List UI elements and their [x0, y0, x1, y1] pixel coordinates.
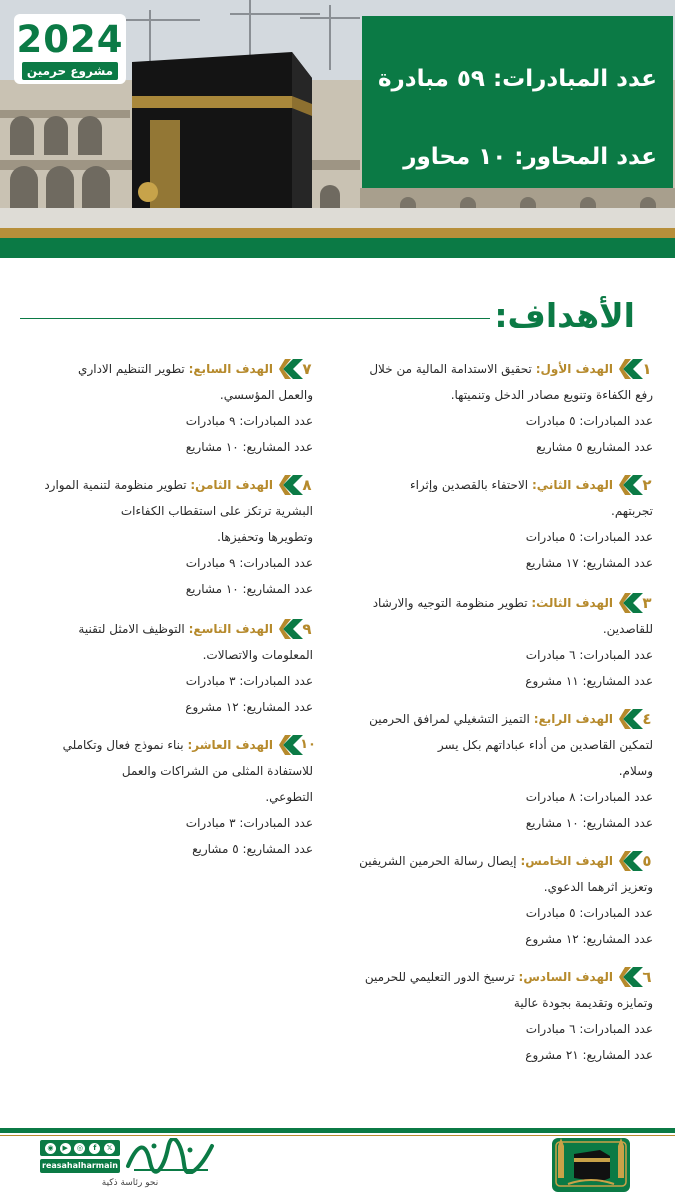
goal-text-cont: وتعزيز اثرهما الدعوي.	[543, 880, 653, 894]
goal-initiatives: عدد المبادرات: ٦ مبادرات	[525, 648, 653, 662]
goal-projects: عدد المشاريع: ١١ مشروع	[525, 674, 653, 688]
goal-4	[337, 706, 653, 836]
chevron-marker-icon	[619, 849, 653, 873]
chevron-marker-icon	[619, 707, 653, 731]
goal-number: ٢	[642, 476, 652, 494]
goal-projects: عدد المشاريع: ١٠ مشاريع	[185, 440, 313, 454]
goal-initiatives: عدد المبادرات: ٣ مبادرات	[185, 816, 313, 830]
goal-6	[337, 964, 653, 1068]
goal-name: الهدف التاسع:	[188, 622, 273, 636]
goal-initiatives: عدد المبادرات: ٨ مبادرات	[525, 790, 653, 804]
goal-1	[337, 356, 653, 460]
youtube-icon[interactable]: ▶	[60, 1143, 71, 1154]
goal-name: الهدف السابع:	[188, 362, 273, 376]
goal-initiatives: عدد المبادرات: ٥ مبادرات	[525, 906, 653, 920]
goal-text: التميز التشغيلي لمرافق الحرمين	[369, 712, 534, 726]
chevron-marker-icon	[619, 591, 653, 615]
goal-name: الهدف الثامن:	[190, 478, 273, 492]
goal-text-cont: المعلومات والاتصالات.	[202, 648, 313, 662]
goal-text: الاحتفاء بالقصدين وإثراء	[409, 478, 532, 492]
goal-text-cont: للاستفادة المثلى من الشراكات والعمل	[121, 764, 313, 778]
goal-projects: عدد المشاريع: ٥ مشاريع	[192, 842, 313, 856]
goal-initiatives: عدد المبادرات: ٩ مبادرات	[185, 414, 313, 428]
green-strip	[0, 238, 675, 258]
chevron-marker-icon	[619, 473, 653, 497]
goal-name: الهدف الثاني:	[531, 478, 613, 492]
goal-number: ٦	[642, 968, 652, 986]
goal-initiatives: عدد المبادرات: ٥ مبادرات	[525, 530, 653, 544]
goal-name: الهدف السادس:	[518, 970, 613, 984]
goal-number: ٤	[642, 710, 652, 728]
goal-text-cont: التطوعي.	[265, 790, 313, 804]
goal-text-cont: تجربتهم.	[611, 504, 653, 518]
goal-initiatives: عدد المبادرات: ٣ مبادرات	[185, 674, 313, 688]
goal-text: بناء نموذج فعال وتكاملي	[62, 738, 188, 752]
stats-panel	[362, 16, 673, 188]
goal-name: الهدف العاشر:	[187, 738, 273, 752]
goal-5	[337, 848, 653, 952]
goal-text: تطوير منظومة التوجيه والارشاد	[372, 596, 532, 610]
goal-9	[17, 616, 313, 720]
goal-projects: عدد المشاريع: ١٠ مشاريع	[525, 816, 653, 830]
goal-text-cont: البشرية ترتكز على استقطاب الكفاءات	[120, 504, 313, 518]
goal-projects: عدد المشاريع: ١٢ مشروع	[185, 700, 313, 714]
goal-initiatives: عدد المبادرات: ٦ مبادرات	[525, 1022, 653, 1036]
social-icons	[40, 1140, 120, 1156]
goal-8	[17, 472, 313, 602]
goal-initiatives: عدد المبادرات: ٥ مبادرات	[525, 414, 653, 428]
chevron-marker-icon	[619, 357, 653, 381]
goal-number: ١٠	[300, 737, 316, 752]
goal-name: الهدف الرابع:	[533, 712, 613, 726]
goal-text-cont: والعمل المؤسسي.	[219, 388, 313, 402]
goal-7	[17, 356, 313, 460]
chevron-marker-icon	[279, 617, 313, 641]
project-logo	[14, 14, 126, 84]
goal-number: ٨	[302, 476, 312, 494]
goal-10	[17, 732, 316, 862]
goal-text-cont: وسلام.	[618, 764, 653, 778]
goal-3	[337, 590, 653, 694]
goal-number: ٩	[302, 620, 312, 638]
goal-projects: عدد المشاريع: ١٧ مشاريع	[525, 556, 653, 570]
goal-number: ١	[642, 360, 652, 378]
logo-year: 2024	[16, 18, 124, 61]
goal-name: الهدف الأول:	[535, 362, 613, 376]
goal-text-cont: وتمايزه وتقديمة بجودة عالية	[513, 996, 653, 1010]
goal-projects: عدد المشاريع: ١٢ مشروع	[525, 932, 653, 946]
goal-number: ٣	[642, 594, 652, 612]
goal-number: ٧	[302, 360, 312, 378]
goal-name: الهدف الثالث:	[531, 596, 613, 610]
footer-tagline: نحو رئاسة ذكية	[101, 1178, 159, 1188]
goal-text-cont: وتطويرها وتحفيزها.	[217, 530, 313, 544]
gold-strip	[0, 228, 675, 238]
goal-projects: عدد المشاريع: ٢١ مشروع	[525, 1048, 653, 1062]
presidency-emblem	[548, 1132, 634, 1196]
goal-name: الهدف الخامس:	[520, 854, 613, 868]
instagram-icon[interactable]: ◎	[74, 1143, 85, 1154]
goal-initiatives: عدد المبادرات: ٩ مبادرات	[185, 556, 313, 570]
goal-text: التوظيف الامثل لتقنية	[78, 622, 189, 636]
snapchat-icon[interactable]: ◉	[45, 1143, 56, 1154]
chevron-marker-icon	[279, 357, 313, 381]
presidency-brand	[40, 1140, 216, 1190]
initiatives-total: عدد المبادرات: ٥٩ مبادرة	[377, 66, 657, 92]
goal-text: ترسيخ الدور التعليمي للحرمين	[364, 970, 519, 984]
goal-text: تطوير منظومة لتنمية الموارد	[44, 478, 191, 492]
goals-heading: الأهداف:	[494, 296, 635, 335]
goal-projects: عدد المشاريع: ١٠ مشاريع	[185, 582, 313, 596]
goal-projects: عدد المشاريع ٥ مشاريع	[536, 440, 653, 454]
media-calligraphy-logo	[124, 1138, 216, 1174]
social-handle[interactable]: reasahalharmain	[40, 1159, 120, 1173]
goal-text: تطوير التنظيم الاداري	[78, 362, 189, 376]
goal-text-cont: لتمكين القاصدين من أداء عباداتهم بكل يسر	[437, 738, 653, 752]
logo-subtitle: مشروع حرمين	[22, 62, 118, 80]
goal-2	[337, 472, 653, 576]
x-icon[interactable]: 𝕏	[104, 1143, 115, 1154]
chevron-marker-icon	[279, 733, 316, 757]
chevron-marker-icon	[279, 473, 313, 497]
goals-divider	[20, 318, 490, 319]
axes-total: عدد المحاور: ١٠ محاور	[403, 144, 657, 170]
goal-text-cont: للقاصدين.	[602, 622, 653, 636]
goal-number: ٥	[642, 852, 652, 870]
goal-text-cont: رفع الكفاءة وتنويع مصادر الدخل وتنميتها.	[450, 388, 653, 402]
chevron-marker-icon	[619, 965, 653, 989]
facebook-icon[interactable]: f	[89, 1143, 100, 1154]
goal-text: تحقيق الاستدامة المالية من خلال	[369, 362, 536, 376]
goal-text: إيصال رسالة الحرمين الشريفين	[359, 854, 521, 868]
